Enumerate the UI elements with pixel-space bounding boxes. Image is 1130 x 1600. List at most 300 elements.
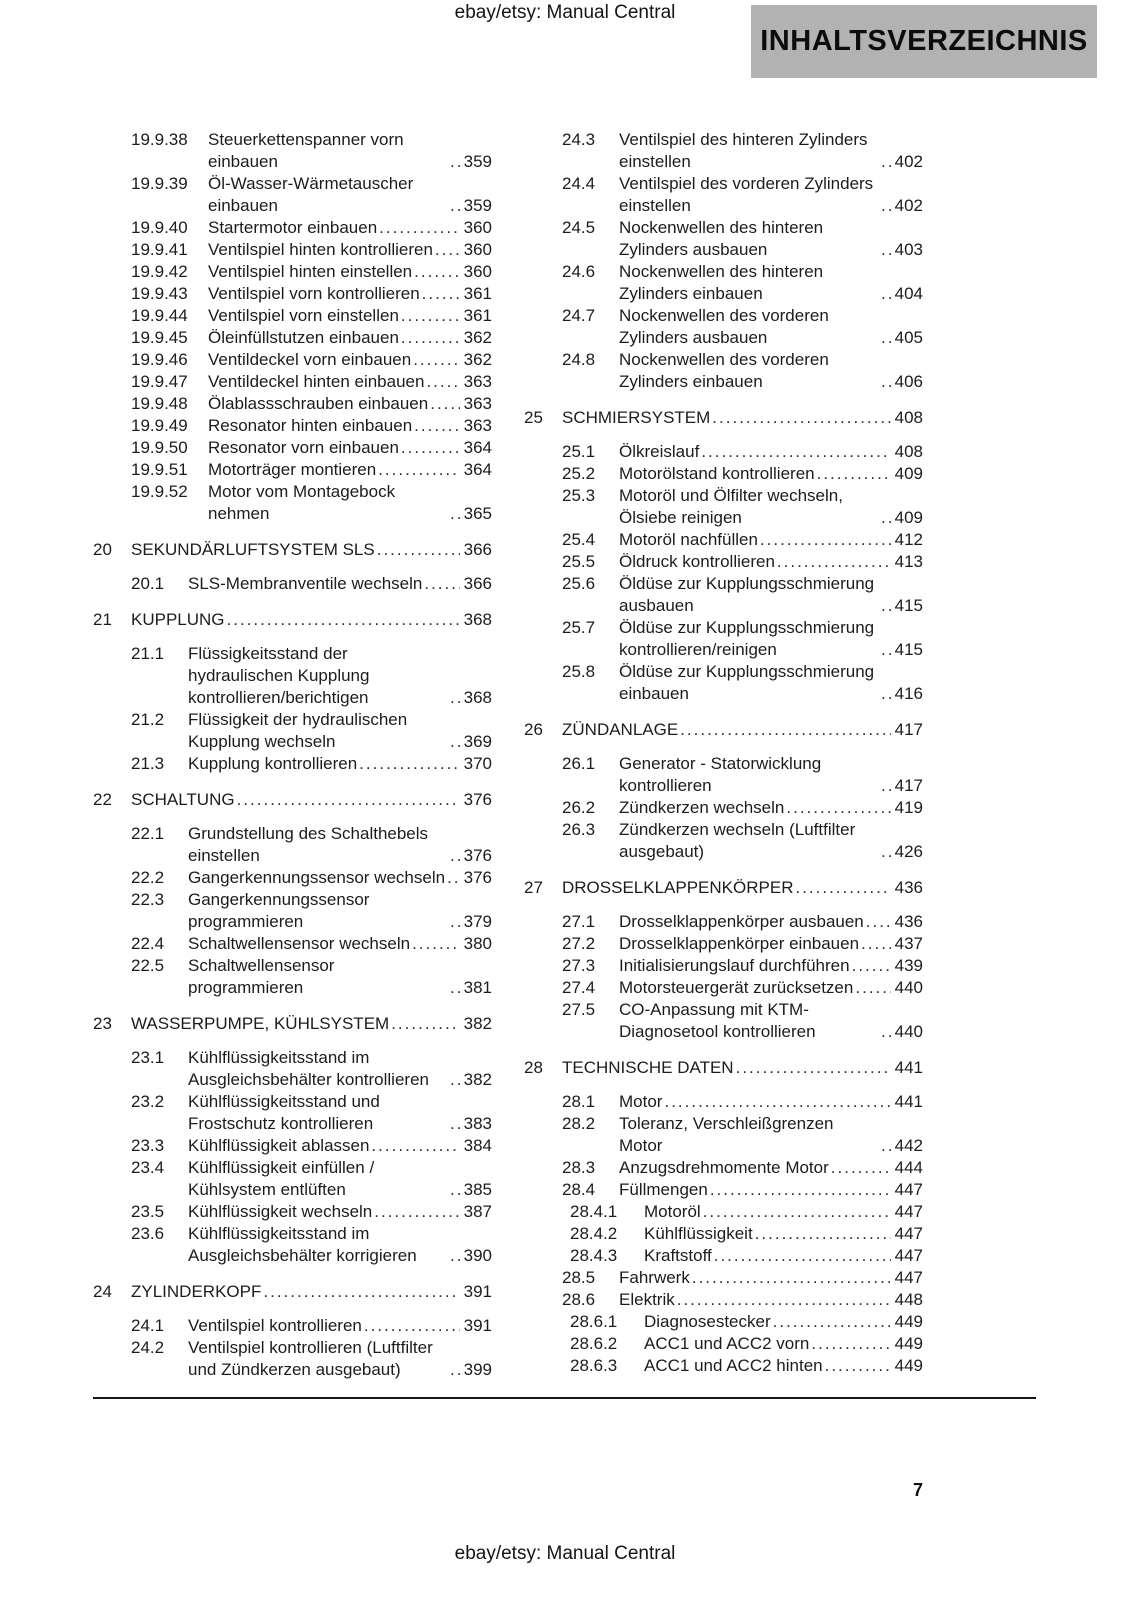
toc-leader-dots <box>817 463 891 485</box>
toc-leader-dots <box>712 407 891 429</box>
toc-entry-title: Schaltwellensensor programmieren <box>188 956 335 997</box>
toc-entry-title: Drosselklappenkörper ausbauen <box>619 912 864 931</box>
toc-entry-title: ZÜNDANLAGE <box>562 720 679 739</box>
toc-entry <box>524 999 923 1043</box>
toc-entry <box>524 797 923 819</box>
toc-entry-page: 447 <box>894 1180 923 1199</box>
toc-entry-title: WASSERPUMPE, KÜHLSYSTEM <box>131 1014 390 1033</box>
toc-entry-number: 24.8 <box>562 350 596 369</box>
toc-leader-dots <box>881 507 891 529</box>
toc-entry <box>524 819 923 863</box>
toc-leader-dots <box>227 609 460 631</box>
toc-entry-page: 387 <box>463 1202 492 1221</box>
toc-entry-page: 361 <box>463 284 492 303</box>
toc-entry-title: Öleinfüllstutzen einbauen <box>208 328 399 347</box>
toc-entry-page: 408 <box>894 442 923 461</box>
toc-entry-page: 426 <box>894 842 923 861</box>
toc-entry-number: 24.2 <box>131 1338 165 1357</box>
toc-entry-number: 27.2 <box>562 934 596 953</box>
toc-entry-title: Ventilspiel kontrollieren (Luftfilter und Zündkerzen ausgebaut) <box>188 1338 433 1379</box>
toc-entry-number: 25.8 <box>562 662 596 681</box>
toc-entry <box>93 305 492 327</box>
toc-entry-number: 25.7 <box>562 618 596 637</box>
toc-entry-title: Flüssigkeit der hydraulischen Kupplung wechseln <box>188 710 408 751</box>
toc-entry-page: 449 <box>894 1312 923 1331</box>
toc-entry-title: SCHALTUNG <box>131 790 235 809</box>
toc-leader-dots <box>374 1201 460 1223</box>
toc-entry <box>524 911 923 933</box>
toc-leader-dots <box>755 1223 891 1245</box>
toc-leader-dots <box>703 1201 891 1223</box>
toc-entry-number: 27.4 <box>562 978 596 997</box>
toc-leader-dots <box>664 1091 891 1113</box>
toc-entry <box>524 441 923 463</box>
toc-leader-dots <box>450 731 460 753</box>
toc-entry-title: TECHNISCHE DATEN <box>562 1058 734 1077</box>
toc-entry-number: 22.3 <box>131 890 165 909</box>
toc-entry-page: 360 <box>463 262 492 281</box>
toc-entry-title: SEKUNDÄRLUFTSYSTEM SLS <box>131 540 375 559</box>
toc-entry-title: Ventilspiel vorn kontrollieren <box>208 284 420 303</box>
toc-entry-number: 19.9.46 <box>131 350 188 369</box>
toc-entry-page: 376 <box>463 790 492 809</box>
toc-leader-dots <box>450 1113 460 1135</box>
toc-leader-dots <box>450 151 460 173</box>
toc-entry-number: 19.9.42 <box>131 262 188 281</box>
toc-leader-dots <box>447 867 460 889</box>
toc-entry-number: 28.5 <box>562 1268 596 1287</box>
toc-entry-title: Motor <box>619 1092 663 1111</box>
toc-entry-title: SCHMIERSYSTEM <box>562 408 711 427</box>
toc-leader-dots <box>881 1021 891 1043</box>
toc-entry-page: 369 <box>463 732 492 751</box>
toc-entry-title: Resonator hinten einbauen <box>208 416 413 435</box>
toc-entry-title: Kühlflüssigkeit wechseln <box>188 1202 373 1221</box>
toc-entry-page: 370 <box>463 754 492 773</box>
toc-leader-dots <box>680 719 891 741</box>
toc-entry-number: 22.5 <box>131 956 165 975</box>
toc-entry-number: 22.4 <box>131 934 165 953</box>
toc-entry-number: 24.5 <box>562 218 596 237</box>
toc-entry-number: 20 <box>93 540 112 559</box>
toc-entry-number: 21 <box>93 610 112 629</box>
toc-entry-number: 19.9.52 <box>131 482 188 501</box>
toc-entry-number: 28.4.3 <box>570 1246 618 1265</box>
toc-entry-page: 437 <box>894 934 923 953</box>
toc-leader-dots <box>401 327 460 349</box>
toc-entry-number: 25.2 <box>562 464 596 483</box>
toc-leader-dots <box>430 393 460 415</box>
toc-leader-dots <box>811 1333 891 1355</box>
toc-entry-page: 436 <box>894 878 923 897</box>
toc-entry-page: 360 <box>463 240 492 259</box>
toc-entry <box>93 823 492 867</box>
page-title: INHALTSVERZEICHNIS <box>760 25 1088 57</box>
toc-entry-title: Motoröl <box>644 1202 701 1221</box>
toc-entry-page: 413 <box>894 552 923 571</box>
toc-entry-page: 415 <box>894 640 923 659</box>
toc-leader-dots <box>714 1245 891 1267</box>
toc-entry <box>524 617 923 661</box>
toc-entry-page: 376 <box>463 846 492 865</box>
toc-entry-title: SLS-Membranventile wechseln <box>188 574 423 593</box>
toc-entry <box>93 1157 492 1201</box>
toc-entry-page: 390 <box>463 1246 492 1265</box>
toc-entry-title: Ventilspiel vorn einstellen <box>208 306 399 325</box>
toc-entry-number: 28.4.1 <box>570 1202 618 1221</box>
toc-entry-number: 19.9.45 <box>131 328 188 347</box>
toc-entry-number: 21.3 <box>131 754 165 773</box>
toc-entry-title: Ventildeckel hinten einbauen <box>208 372 425 391</box>
toc-entry-number: 19.9.38 <box>131 130 188 149</box>
toc-leader-dots <box>401 305 460 327</box>
toc-entry-title: Elektrik <box>619 1290 675 1309</box>
toc-entry-title: Nockenwellen des vorderen Zylinders einbauen <box>619 350 829 391</box>
toc-entry-title: ACC1 und ACC2 vorn <box>644 1334 810 1353</box>
toc-entry <box>524 1091 923 1113</box>
toc-leader-dots <box>831 1157 891 1179</box>
toc-entry-page: 436 <box>894 912 923 931</box>
toc-leader-dots <box>413 349 460 371</box>
toc-entry-page: 368 <box>463 610 492 629</box>
toc-entry-number: 24.1 <box>131 1316 165 1335</box>
toc-entry-title: Diagnosestecker <box>644 1312 771 1331</box>
toc-entry-number: 23 <box>93 1014 112 1033</box>
toc-entry-title: Nockenwellen des hinteren Zylinders einbauen <box>619 262 824 303</box>
toc-entry <box>93 371 492 393</box>
toc-entry-page: 447 <box>894 1224 923 1243</box>
toc-leader-dots <box>263 1281 460 1303</box>
toc-leader-dots <box>677 1289 891 1311</box>
toc-entry-number: 28.6 <box>562 1290 596 1309</box>
toc-leader-dots <box>736 1057 891 1079</box>
toc-entry-page: 363 <box>463 416 492 435</box>
toc-entry-page: 382 <box>463 1014 492 1033</box>
toc-entry-page: 448 <box>894 1290 923 1309</box>
toc-entry-page: 364 <box>463 460 492 479</box>
toc-entry-number: 19.9.40 <box>131 218 188 237</box>
toc-leader-dots <box>701 441 891 463</box>
toc-entry-page: 447 <box>894 1246 923 1265</box>
toc-entry <box>524 753 923 797</box>
toc-entry <box>524 261 923 305</box>
toc-entry-page: 362 <box>463 328 492 347</box>
toc-entry-page: 441 <box>894 1092 923 1111</box>
toc-entry-title: Steuerkettenspanner vorn einbauen <box>208 130 404 171</box>
toc-entry <box>93 539 492 561</box>
toc-entry-title: ACC1 und ACC2 hinten <box>644 1356 823 1375</box>
toc-entry-title: Motor vom Montagebock nehmen <box>208 482 396 523</box>
toc-entry <box>524 173 923 217</box>
toc-leader-dots <box>692 1267 891 1289</box>
toc-entry-page: 391 <box>463 1316 492 1335</box>
toc-entry-title: Zündkerzen wechseln <box>619 798 785 817</box>
toc-entry-title: Ventilspiel kontrollieren <box>188 1316 362 1335</box>
toc-entry-title: Schaltwellensensor wechseln <box>188 934 411 953</box>
toc-entry-number: 25.5 <box>562 552 596 571</box>
toc-leader-dots <box>422 283 460 305</box>
toc-entry-title: Kühlflüssigkeit ablassen <box>188 1136 370 1155</box>
toc-leader-dots <box>795 877 891 899</box>
toc-leader-dots <box>881 371 891 393</box>
toc-entry-page: 439 <box>894 956 923 975</box>
toc-entry-title: DROSSELKLAPPENKÖRPER <box>562 878 794 897</box>
toc-entry-page: 415 <box>894 596 923 615</box>
toc-entry <box>93 933 492 955</box>
toc-leader-dots <box>412 933 460 955</box>
toc-entry-number: 28.1 <box>562 1092 596 1111</box>
toc-entry-page: 417 <box>894 776 923 795</box>
toc-entry-number: 22 <box>93 790 112 809</box>
toc-entry-title: Startermotor einbauen <box>208 218 378 237</box>
toc-entry <box>524 217 923 261</box>
toc-leader-dots <box>881 775 891 797</box>
toc-entry-title: Generator - Statorwicklung kontrollieren <box>619 754 822 795</box>
toc-entry-number: 19.9.41 <box>131 240 188 259</box>
toc-leader-dots <box>450 845 460 867</box>
toc-entry <box>93 1091 492 1135</box>
toc-entry-title: Gangerkennungssensor wechseln <box>188 868 446 887</box>
toc-entry <box>93 239 492 261</box>
toc-leader-dots <box>852 955 891 977</box>
toc-leader-dots <box>855 977 891 999</box>
toc-entry-number: 24.7 <box>562 306 596 325</box>
toc-entry-number: 28.6.3 <box>570 1356 618 1375</box>
toc-entry <box>93 573 492 595</box>
toc-leader-dots <box>391 1013 460 1035</box>
toc-entry-page: 440 <box>894 1022 923 1041</box>
toc-entry <box>524 463 923 485</box>
toc-leader-dots <box>426 371 460 393</box>
toc-entry-number: 27.3 <box>562 956 596 975</box>
toc-entry <box>93 1315 492 1337</box>
toc-entry-page: 402 <box>894 152 923 171</box>
toc-leader-dots <box>760 529 891 551</box>
toc-entry-page: 402 <box>894 196 923 215</box>
toc-entry-page: 403 <box>894 240 923 259</box>
toc-entry-page: 380 <box>463 934 492 953</box>
toc-entry <box>93 1135 492 1157</box>
toc-entry <box>524 1333 923 1355</box>
footer-rule <box>93 1397 1036 1399</box>
toc-leader-dots <box>359 753 460 775</box>
toc-leader-dots <box>825 1355 891 1377</box>
toc-entry <box>524 1057 923 1079</box>
toc-entry-page: 361 <box>463 306 492 325</box>
toc-entry-page: 409 <box>894 464 923 483</box>
toc-entry-number: 20.1 <box>131 574 165 593</box>
toc-entry <box>93 709 492 753</box>
toc-leader-dots <box>450 503 460 525</box>
toc-entry-title: Ventilspiel hinten einstellen <box>208 262 413 281</box>
toc-entry-title: Initialisierungslauf durchführen <box>619 956 850 975</box>
toc-entry-number: 23.4 <box>131 1158 165 1177</box>
toc-entry-number: 27.5 <box>562 1000 596 1019</box>
toc-leader-dots <box>881 683 891 705</box>
toc-entry <box>93 173 492 217</box>
toc-entry-number: 26 <box>524 720 543 739</box>
toc-leader-dots <box>773 1311 891 1333</box>
toc-leader-dots <box>866 911 891 933</box>
toc-entry-number: 22.1 <box>131 824 165 843</box>
toc-entry <box>524 1223 923 1245</box>
toc-entry-title: Öldüse zur Kupplungsschmierung einbauen <box>619 662 875 703</box>
toc-entry-number: 23.6 <box>131 1224 165 1243</box>
toc-entry-number: 19.9.50 <box>131 438 188 457</box>
toc-entry-page: 376 <box>463 868 492 887</box>
toc-entry-title: Kühlflüssigkeitsstand im Ausgleichsbehälter kontrollieren <box>188 1048 429 1089</box>
toc-entry <box>93 1281 492 1303</box>
toc-entry-page: 441 <box>894 1058 923 1077</box>
toc-entry <box>524 1355 923 1377</box>
toc-entry <box>93 393 492 415</box>
toc-leader-dots <box>881 283 891 305</box>
toc-entry <box>524 349 923 393</box>
toc-entry-number: 28.3 <box>562 1158 596 1177</box>
toc-entry-title: Ventilspiel des hinteren Zylinders einstellen <box>619 130 868 171</box>
toc-leader-dots <box>881 327 891 349</box>
toc-entry-page: 447 <box>894 1202 923 1221</box>
toc-entry-page: 365 <box>463 504 492 523</box>
toc-entry <box>93 1337 492 1381</box>
toc-entry <box>524 933 923 955</box>
toc-entry <box>524 1113 923 1157</box>
toc-entry <box>524 485 923 529</box>
toc-entry-title: Motorträger montieren <box>208 460 377 479</box>
toc-entry-number: 28.2 <box>562 1114 596 1133</box>
toc-leader-dots <box>881 639 891 661</box>
toc-entry <box>524 1289 923 1311</box>
toc-entry-title: Fahrwerk <box>619 1268 690 1287</box>
toc-entry-number: 26.3 <box>562 820 596 839</box>
toc-entry-title: Motorsteuergerät zurücksetzen <box>619 978 854 997</box>
title-box <box>751 5 1097 78</box>
toc-entry <box>93 129 492 173</box>
toc-entry <box>93 327 492 349</box>
toc-entry-page: 362 <box>463 350 492 369</box>
toc-entry-number: 19.9.48 <box>131 394 188 413</box>
toc-entry <box>524 1157 923 1179</box>
toc-entry-page: 368 <box>463 688 492 707</box>
toc-entry-title: Ölablassschrauben einbauen <box>208 394 429 413</box>
toc-entry-page: 385 <box>463 1180 492 1199</box>
toc-entry <box>524 977 923 999</box>
toc-leader-dots <box>379 217 460 239</box>
toc-entry <box>93 1047 492 1091</box>
toc-leader-dots <box>377 539 460 561</box>
toc-leader-dots <box>881 195 891 217</box>
toc-entry-page: 440 <box>894 978 923 997</box>
toc-entry-title: Kraftstoff <box>644 1246 712 1265</box>
toc-entry-title: Kühlflüssigkeit <box>644 1224 753 1243</box>
toc-entry-number: 19.9.43 <box>131 284 188 303</box>
toc-leader-dots <box>450 1069 460 1091</box>
toc-entry <box>93 437 492 459</box>
toc-entry <box>524 719 923 741</box>
toc-leader-dots <box>777 551 891 573</box>
toc-entry-title: Motoröl und Ölfilter wechseln, Ölsiebe reinigen <box>619 486 843 527</box>
toc-entry-page: 408 <box>894 408 923 427</box>
toc-entry-number: 25.3 <box>562 486 596 505</box>
toc-entry-title: Öldruck kontrollieren <box>619 552 775 571</box>
toc-leader-dots <box>378 459 460 481</box>
toc-entry-number: 24.3 <box>562 130 596 149</box>
toc-entry <box>93 261 492 283</box>
toc-entry-title: Ventilspiel hinten kontrollieren <box>208 240 433 259</box>
toc-entry-number: 28 <box>524 1058 543 1077</box>
toc-entry-title: ZYLINDERKOPF <box>131 1282 262 1301</box>
toc-entry-title: Ventildeckel vorn einbauen <box>208 350 412 369</box>
toc-entry-number: 25 <box>524 408 543 427</box>
toc-entry-page: 419 <box>894 798 923 817</box>
toc-entry-title: Öl-Wasser-Wärmetauscher einbauen <box>208 174 414 215</box>
toc-entry-number: 23.3 <box>131 1136 165 1155</box>
toc-leader-dots <box>424 573 460 595</box>
toc-entry-title: KUPPLUNG <box>131 610 225 629</box>
toc-entry <box>524 661 923 705</box>
toc-entry-number: 27.1 <box>562 912 596 931</box>
toc-entry-title: CO-Anpassung mit KTM-Diagnosetool kontrollieren <box>619 1000 816 1041</box>
toc-leader-dots <box>881 239 891 261</box>
toc-entry-page: 359 <box>463 196 492 215</box>
toc-entry-title: Kühlflüssigkeit einfüllen / Kühlsystem entlüften <box>188 1158 375 1199</box>
toc-entry <box>93 753 492 775</box>
toc-entry-page: 359 <box>463 152 492 171</box>
toc-entry-number: 25.1 <box>562 442 596 461</box>
toc-entry-number: 19.9.44 <box>131 306 188 325</box>
toc-entry <box>93 643 492 709</box>
toc-entry-page: 405 <box>894 328 923 347</box>
toc-entry-number: 28.4 <box>562 1180 596 1199</box>
toc-leader-dots <box>450 1359 460 1381</box>
toc-leader-dots <box>237 789 460 811</box>
toc-entry-number: 24.6 <box>562 262 596 281</box>
toc-entry-title: Grundstellung des Schalthebels einstellen <box>188 824 429 865</box>
toc-entry <box>93 889 492 933</box>
toc-entry-page: 399 <box>463 1360 492 1379</box>
toc-entry <box>93 609 492 631</box>
toc-entry-title: Motoröl nachfüllen <box>619 530 758 549</box>
toc-entry <box>524 573 923 617</box>
toc-entry-number: 26.1 <box>562 754 596 773</box>
toc-leader-dots <box>881 1135 891 1157</box>
toc-entry <box>524 529 923 551</box>
toc-leader-dots <box>881 595 891 617</box>
toc-entry-number: 21.1 <box>131 644 165 663</box>
toc-leader-dots <box>710 1179 891 1201</box>
toc-entry-page: 363 <box>463 394 492 413</box>
toc-entry-title: Nockenwellen des hinteren Zylinders ausbauen <box>619 218 824 259</box>
toc-entry-title: Kupplung kontrollieren <box>188 754 358 773</box>
toc-entry-page: 447 <box>894 1268 923 1287</box>
toc-leader-dots <box>881 151 891 173</box>
toc-entry-page: 366 <box>463 574 492 593</box>
toc-entry-title: Kühlflüssigkeitsstand und Frostschutz kontrollieren <box>188 1092 380 1133</box>
toc-entry-page: 449 <box>894 1356 923 1375</box>
toc-entry-page: 417 <box>894 720 923 739</box>
toc-entry <box>93 1201 492 1223</box>
toc-entry <box>524 129 923 173</box>
toc-entry-title: Ölkreislauf <box>619 442 700 461</box>
toc-entry-title: Kühlflüssigkeitsstand im Ausgleichsbehälter korrigieren <box>188 1224 417 1265</box>
toc-entry-number: 21.2 <box>131 710 165 729</box>
toc-column-right <box>524 129 923 1377</box>
toc-entry-number: 22.2 <box>131 868 165 887</box>
toc-entry-page: 442 <box>894 1136 923 1155</box>
toc-entry-page: 404 <box>894 284 923 303</box>
toc-leader-dots <box>414 415 460 437</box>
toc-entry <box>524 551 923 573</box>
